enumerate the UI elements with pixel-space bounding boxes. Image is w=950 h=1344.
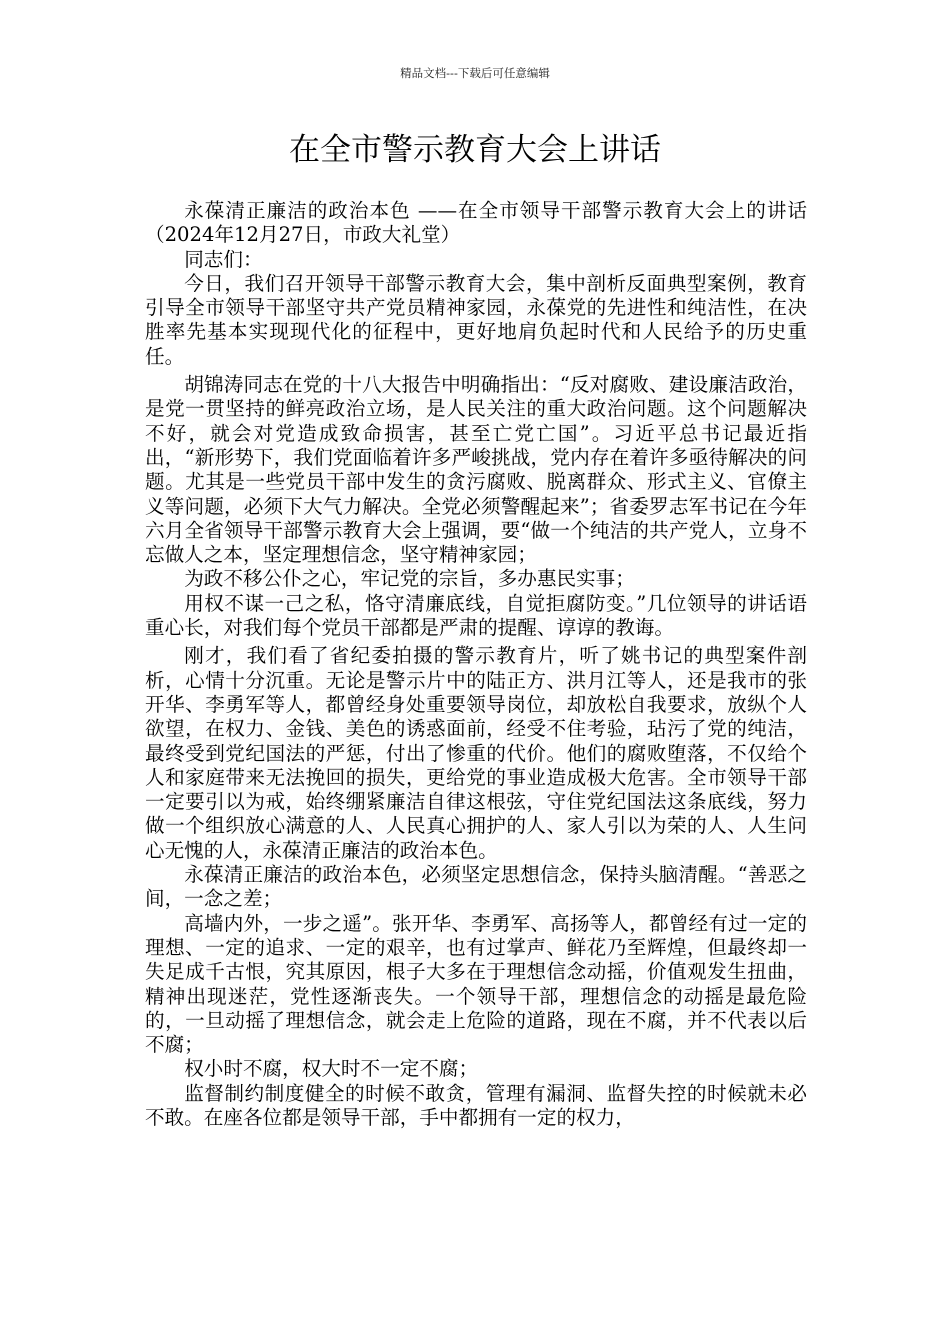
body-paragraph: 用权不谋一己之私，恪守清廉底线，自觉拒腐防变。”几位领导的讲话语重心长，对我们每个党员干部都是严肃的提醒、谆谆的教诲。 xyxy=(145,591,807,640)
body-paragraph: 监督制约制度健全的时候不敢贪，管理有漏洞、监督失控的时候就未必不敢。在座各位都是领导干部，手中都拥有一定的权力， xyxy=(145,1081,807,1129)
body-paragraph: 为政不移公仆之心，牢记党的宗旨，多办惠民实事； xyxy=(184,567,635,591)
document-body xyxy=(145,199,807,1130)
body-paragraph: 永葆清正廉洁的政治本色，必须坚定思想信念，保持头脑清醒。“善恶之间，一念之差； xyxy=(145,863,807,911)
body-paragraph: 今日，我们召开领导干部警示教育大会，集中剖析反面典型案例，教育引导全市领导干部坚守共产党员精神家园，永葆党的先进性和纯洁性，在决胜率先基本实现现代化的征程中，更好地肩负起时代和人民给予的历史重任。 xyxy=(145,271,807,368)
header-note: 精品文档---下载后可任意编辑 xyxy=(400,66,550,80)
body-paragraph: 高墙内外，一步之遥”。张开华、李勇军、高扬等人，都曾经有过一定的理想、一定的追求、一定的艰辛，也有过掌声、鲜花乃至辉煌，但最终却一失足成千古恨，究其原因，根子大多在于理想信念动摇，价值观发生扭曲，精神出现迷茫，党性逐渐丧失。一个领导干部，理想信念的动摇是最危险的，一旦动摇了理想信念，就会走上危险的道路，现在不腐，并不代表以后不腐； xyxy=(145,911,807,1057)
body-paragraph: 刚才，我们看了省纪委拍摄的警示教育片，听了姚书记的典型案件剖析，心情十分沉重。无论是警示片中的陆正方、洪月江等人，还是我市的张开华、李勇军等人，都曾经身处重要领导岗位，却放松自我要求，放纵个人欲望，在权力、金钱、美色的诱惑面前，经受不住考验，玷污了党的纯洁，最终受到党纪国法的严惩，付出了惨重的代价。他们的腐败堕落，不仅给个人和家庭带来无法挽回的损失，更给党的事业造成极大危害。全市领导干部一定要引以为戒，始终绷紧廉洁自律这根弦，守住党纪国法这条底线，努力做一个组织放心满意的人、人民真心拥护的人、家人引以为荣的人、人生问心无愧的人，永葆清正廉洁的政治本色。 xyxy=(145,644,807,862)
body-paragraph: 胡锦涛同志在党的十八大报告中明确指出：“反对腐败、建设廉洁政治，是党一贯坚持的鲜亮政治立场，是人民关注的重大政治问题。这个问题解决不好，就会对党造成致命损害，甚至亡党亡国”。习近平总书记最近指出，“新形势下，我们党面临着许多严峻挑战，党内存在着许多亟待解决的问题。尤其是一些党员干部中发生的贪污腐败、脱离群众、形式主义、官僚主义等问题，必须下大气力解决。全党必须警醒起来”；省委罗志军书记在今年六月全省领导干部警示教育大会上强调，要“做一个纯洁的共产党人，立身不忘做人之本，坚定理想信念，坚守精神家园； xyxy=(145,373,807,567)
page-title: 在全市警示教育大会上讲话 xyxy=(289,132,661,168)
subtitle-paragraph: 永葆清正廉洁的政治本色 ——在全市领导干部警示教育大会上的讲话 （2024年12月27日，市政大礼堂） xyxy=(145,199,807,247)
salutation: 同志们： xyxy=(184,247,263,271)
body-paragraph: 权小时不腐，权大时不一定不腐； xyxy=(184,1057,479,1081)
